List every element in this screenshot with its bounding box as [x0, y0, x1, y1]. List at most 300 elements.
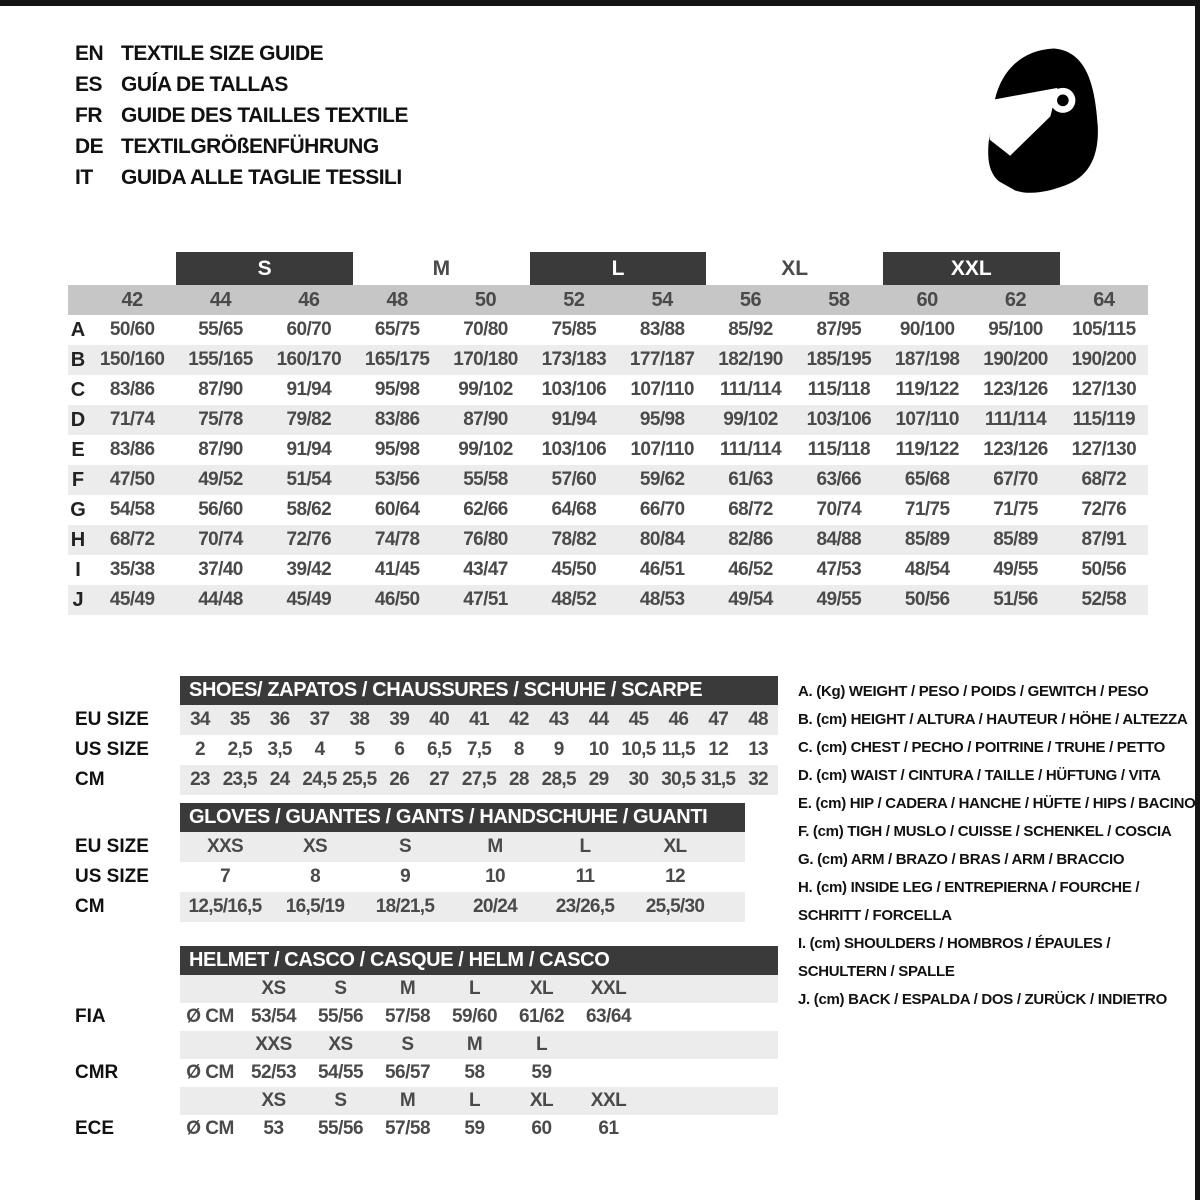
helmet-unit-spacer	[180, 1087, 240, 1115]
legend-item	[798, 818, 1195, 846]
size-value: 173/183	[541, 349, 607, 370]
row-letter: H	[70, 528, 86, 551]
helmet-diameter-value: 55/56	[317, 1006, 364, 1027]
guide-title: GUIDE DES TAILLES TEXTILE	[121, 103, 408, 127]
top-border-line	[0, 0, 1200, 6]
helmet-standard-ece: ECE	[75, 1118, 115, 1139]
size-value: 70/80	[463, 319, 508, 340]
helmet-size-label: XL	[529, 978, 554, 999]
size-group-s: S	[176, 252, 353, 285]
helmet-diameter-value: 54/55	[317, 1062, 364, 1083]
size-value: 45/50	[551, 559, 597, 580]
size-value: 95/100	[988, 319, 1043, 340]
shoes-us-row	[75, 735, 778, 765]
size-value: 111/114	[719, 379, 782, 400]
size-value: 71/75	[993, 499, 1038, 520]
size-value: 83/88	[639, 319, 685, 340]
shoes-cm-row	[75, 765, 778, 795]
helmet-size-label: XS	[328, 1034, 353, 1055]
size-value: 91/94	[286, 439, 332, 460]
gloves-eu-values	[180, 832, 745, 862]
size-tick-label: 60	[916, 288, 938, 311]
shoe-cm-value: 24	[269, 769, 290, 790]
helmet-size-label: M	[466, 1034, 483, 1055]
shoe-cm-value: 28	[508, 769, 529, 790]
helmet-size-label: L	[468, 1090, 481, 1111]
size-group-xxl: XXL	[883, 252, 1060, 285]
size-value: 55/65	[198, 319, 243, 340]
shoe-cm-value: 30,5	[661, 769, 696, 790]
shoe-eu-size: 44	[588, 709, 609, 730]
size-value: 51/56	[993, 589, 1038, 610]
shoe-eu-size: 42	[508, 709, 529, 730]
shoe-cm-value: 23	[190, 769, 210, 790]
size-band-spacer	[68, 285, 88, 315]
shoes-us-label: US SIZE	[75, 739, 149, 760]
size-tick-label: 52	[563, 288, 585, 311]
helmet-unit-spacer	[180, 975, 240, 1003]
size-value: 87/95	[816, 319, 862, 340]
gloves-us-label: US SIZE	[75, 866, 149, 887]
size-value: 57/60	[551, 469, 597, 490]
size-value: 185/195	[806, 349, 872, 370]
size-value: 85/89	[904, 529, 950, 550]
legend-line: I. (cm) SHOULDERS / HOMBROS / ÉPAULES /	[798, 935, 1111, 952]
size-value: 50/56	[904, 589, 950, 610]
helmet-diameter-value: 59	[531, 1062, 552, 1083]
size-value: 55/58	[463, 469, 508, 490]
title-row-de	[75, 131, 408, 162]
title-row-es	[75, 69, 408, 100]
size-value: 47/51	[463, 589, 508, 610]
lang-code: EN	[75, 41, 104, 65]
shoe-us-size: 2,5	[227, 739, 252, 760]
size-value: 48/53	[639, 589, 685, 610]
size-value: 62/66	[463, 499, 508, 520]
lang-code: IT	[75, 165, 93, 189]
size-value: 85/89	[993, 529, 1038, 550]
gloves-eu-label: EU SIZE	[75, 836, 149, 857]
size-group-m: M	[432, 256, 451, 280]
lang-code: ES	[75, 72, 103, 96]
size-value: 123/126	[983, 379, 1048, 400]
helmet-diameter-value: 63/64	[585, 1006, 632, 1027]
guide-title: GUIDA ALLE TAGLIE TESSILI	[121, 165, 402, 189]
legend-item	[798, 678, 1195, 706]
shoes-us-values	[180, 735, 778, 765]
helmet-unit: Ø CM	[186, 1062, 234, 1083]
size-group-xl: XL	[781, 256, 809, 280]
glove-eu-size: S	[399, 836, 411, 857]
shoe-us-size: 3,5	[267, 739, 292, 760]
title-row-en	[75, 38, 408, 69]
glove-eu-size: L	[579, 836, 591, 857]
measurement-row	[68, 405, 1148, 435]
gloves-cm-row	[75, 892, 745, 922]
main-sizes-band	[68, 285, 1148, 315]
helmet-diameter-value: 59	[464, 1118, 485, 1139]
size-value: 155/165	[188, 349, 253, 370]
size-value: 119/122	[895, 439, 959, 460]
size-value: 190/200	[983, 349, 1048, 370]
size-tick-label: 48	[386, 288, 408, 311]
size-value: 115/119	[1072, 409, 1136, 430]
size-value: 91/94	[551, 409, 597, 430]
size-tick-label: 62	[1004, 288, 1027, 311]
shoe-eu-size: 43	[548, 709, 569, 730]
gloves-us-values	[180, 862, 745, 892]
size-value: 76/80	[463, 529, 508, 550]
shoe-us-size: 10	[588, 739, 609, 760]
helmet-size-header-row	[180, 975, 778, 1003]
size-value: 51/54	[286, 469, 332, 490]
helmet-value-row	[180, 1003, 778, 1031]
size-value: 64/68	[551, 499, 597, 520]
size-value: 170/180	[453, 349, 518, 370]
size-value: 60/64	[374, 499, 420, 520]
size-value: 127/130	[1071, 439, 1137, 460]
shoe-us-size: 12	[708, 739, 729, 760]
guide-title: GUÍA DE TALLAS	[121, 72, 288, 96]
size-value: 75/85	[551, 319, 597, 340]
gloves-cm-label: CM	[75, 896, 105, 917]
size-value: 45/49	[286, 589, 332, 610]
size-value: 95/98	[374, 379, 420, 400]
row-letter: B	[70, 348, 86, 371]
size-value: 65/68	[904, 469, 950, 490]
size-tick-label: 56	[739, 288, 762, 311]
size-value: 48/52	[551, 589, 597, 610]
glove-cm-value: 18/21,5	[375, 896, 435, 917]
size-value: 103/106	[541, 439, 607, 460]
size-value: 177/187	[629, 349, 695, 370]
shoe-us-size: 6,5	[426, 739, 452, 760]
shoe-cm-value: 25,5	[342, 769, 377, 790]
helmet-unit: Ø CM	[186, 1006, 234, 1027]
helmet-unit-spacer	[180, 1031, 240, 1059]
gloves-cm-values	[180, 892, 745, 922]
size-value: 70/74	[816, 499, 862, 520]
helmet-diameter-value: 52/53	[250, 1062, 297, 1083]
row-letter: J	[72, 588, 84, 611]
shoes-eu-row	[75, 705, 778, 735]
size-value: 65/75	[374, 319, 420, 340]
size-tick-label: 44	[209, 288, 232, 311]
size-value: 103/106	[806, 409, 872, 430]
legend-item	[798, 846, 1195, 874]
legend-line: G. (cm) ARM / BRAZO / BRAS / ARM / BRACCIO	[798, 851, 1125, 868]
size-value: 67/70	[993, 469, 1038, 490]
measurement-row	[68, 585, 1148, 615]
size-value: 46/51	[639, 559, 685, 580]
legend-line: SCHRITT / FORCELLA	[798, 907, 952, 924]
size-value: 119/122	[895, 379, 959, 400]
helmet-size-label: S	[334, 978, 347, 999]
size-value: 47/50	[109, 469, 155, 490]
legend-line: B. (cm) HEIGHT / ALTURA / HAUTEUR / HÖHE / ALTEZZA	[798, 711, 1188, 728]
shoes-cm-values	[180, 765, 778, 795]
measurement-row	[68, 465, 1148, 495]
size-value: 35/38	[109, 559, 155, 580]
helmet-standard-cmr: CMR	[75, 1062, 119, 1083]
helmet-size-header-row	[180, 1087, 778, 1115]
helmet-size-label: S	[334, 1090, 347, 1111]
size-value: 95/98	[639, 409, 685, 430]
shoe-cm-value: 24,5	[302, 769, 337, 790]
row-filler	[642, 1087, 778, 1115]
racing-helmet-icon	[978, 36, 1112, 204]
size-value: 115/118	[807, 439, 871, 460]
row-letter: C	[70, 378, 86, 401]
row-filler	[642, 975, 778, 1003]
glove-cm-value: 25,5/30	[645, 896, 705, 917]
legend-item	[798, 790, 1195, 818]
shoe-eu-size: 37	[309, 709, 330, 730]
glove-eu-size: XL	[663, 836, 687, 857]
size-tick-label: 50	[474, 288, 497, 311]
shoe-us-size: 6	[394, 739, 405, 760]
helmet-size-label: XXL	[590, 1090, 627, 1111]
size-tick-label: 64	[1093, 288, 1115, 311]
helmet-size-label: XXS	[255, 1034, 292, 1055]
size-value: 83/86	[374, 409, 420, 430]
size-value: 83/86	[109, 379, 155, 400]
size-value: 103/106	[541, 379, 607, 400]
size-value: 165/175	[364, 349, 430, 370]
size-value: 46/50	[374, 589, 420, 610]
size-value: 95/98	[374, 439, 420, 460]
shoe-us-size: 2	[194, 739, 205, 760]
legend-line: H. (cm) INSIDE LEG / ENTREPIERNA / FOURCHE /	[798, 879, 1140, 896]
legend-item	[798, 762, 1195, 790]
guide-title: TEXTILE SIZE GUIDE	[121, 41, 324, 65]
size-value: 87/90	[198, 439, 243, 460]
shoe-cm-value: 29	[588, 769, 609, 790]
shoe-eu-size: 41	[469, 709, 489, 730]
legend-line: D. (cm) WAIST / CINTURA / TAILLE / HÜFTUNG / VITA	[798, 767, 1161, 784]
measurement-row	[68, 525, 1148, 555]
size-value: 49/55	[816, 589, 862, 610]
size-value: 56/60	[198, 499, 243, 520]
size-value: 87/90	[463, 409, 508, 430]
legend	[798, 678, 1195, 1014]
legend-item	[798, 986, 1195, 1014]
helmet-size-label: L	[468, 978, 481, 999]
shoe-eu-size: 34	[190, 709, 210, 730]
size-value: 46/52	[728, 559, 773, 580]
measurement-row	[68, 345, 1148, 375]
size-value: 60/70	[286, 319, 332, 340]
size-value: 99/102	[723, 409, 778, 430]
size-value: 74/78	[374, 529, 420, 550]
legend-item	[798, 874, 1195, 930]
helmet-size-label: XXL	[590, 978, 627, 999]
size-tick-label: 46	[298, 288, 320, 311]
title-row-fr	[75, 100, 408, 131]
legend-line: A. (Kg) WEIGHT / PESO / POIDS / GEWITCH / PESO	[798, 683, 1149, 700]
size-value: 54/58	[109, 499, 155, 520]
shoe-eu-size: 40	[429, 709, 449, 730]
row-filler	[642, 1059, 778, 1087]
legend-line: F. (cm) TIGH / MUSLO / CUISSE / SCHENKEL / COSCIA	[798, 823, 1172, 840]
row-filler	[642, 1115, 778, 1143]
size-value: 82/86	[728, 529, 773, 550]
size-value: 41/45	[374, 559, 420, 580]
size-value: 99/102	[458, 379, 513, 400]
helmet-size-label: M	[399, 1090, 416, 1111]
glove-cm-value: 16,5/19	[285, 896, 345, 917]
shoe-eu-size: 39	[389, 709, 410, 730]
size-value: 50/60	[109, 319, 155, 340]
legend-line: SCHULTERN / SPALLE	[798, 963, 955, 980]
glove-us-size: 10	[485, 866, 505, 887]
size-value: 49/52	[198, 469, 243, 490]
legend-line: J. (cm) BACK / ESPALDA / DOS / ZURÜCK / INDIETRO	[798, 991, 1167, 1008]
helmet-diameter-value: 61/62	[518, 1006, 565, 1027]
legend-item	[798, 706, 1195, 734]
shoe-us-size: 10,5	[621, 739, 656, 760]
shoe-us-size: 8	[513, 739, 524, 760]
shoe-eu-size: 35	[229, 709, 250, 730]
size-value: 61/63	[728, 469, 773, 490]
legend-line: C. (cm) CHEST / PECHO / POITRINE / TRUHE / PETTO	[798, 739, 1166, 756]
helmet-size-label: XL	[529, 1090, 554, 1111]
helmet-value-row	[180, 1115, 778, 1143]
size-value: 45/49	[109, 589, 155, 610]
shoe-us-size: 9	[553, 739, 564, 760]
size-value: 52/58	[1081, 589, 1127, 610]
shoe-us-size: 13	[748, 739, 768, 760]
row-letter: I	[75, 558, 81, 581]
legend-item	[798, 734, 1195, 762]
size-value: 85/92	[728, 319, 773, 340]
row-letter: A	[70, 318, 86, 341]
glove-eu-size: M	[487, 836, 503, 857]
size-value: 68/72	[109, 529, 155, 550]
helmet-size-label: M	[399, 978, 416, 999]
measurement-row	[68, 495, 1148, 525]
title-row-it	[75, 162, 408, 193]
shoe-cm-value: 23,5	[222, 769, 257, 790]
glove-cm-value: 20/24	[472, 896, 518, 917]
measurement-row	[68, 435, 1148, 465]
gloves-section-title: GLOVES / GUANTES / GANTS / HANDSCHUHE / GUANTI	[180, 803, 745, 832]
size-value: 150/160	[99, 349, 165, 370]
helmet-diameter-value: 53/54	[250, 1006, 297, 1027]
size-value: 70/74	[198, 529, 243, 550]
size-value: 47/53	[816, 559, 862, 580]
size-value: 87/91	[1081, 529, 1127, 550]
size-value: 53/56	[374, 469, 420, 490]
helmet-diameter-value: 58	[464, 1062, 485, 1083]
glove-us-size: 11	[575, 866, 595, 887]
helmet-diameter-value: 59/60	[451, 1006, 498, 1027]
shoes-cm-label: CM	[75, 769, 105, 790]
lang-code: FR	[75, 103, 102, 127]
helmet-table-rows	[180, 975, 778, 1143]
helmet-diameter-value	[575, 1059, 642, 1087]
shoe-cm-value: 27	[429, 769, 449, 790]
size-group-l: L	[530, 252, 707, 285]
helmet-section-title: HELMET / CASCO / CASQUE / HELM / CASCO	[180, 946, 778, 975]
helmet-unit: Ø CM	[186, 1118, 234, 1139]
size-value: 44/48	[198, 589, 243, 610]
size-value: 68/72	[1081, 469, 1127, 490]
language-title-block	[75, 38, 408, 193]
clothing-size-table	[68, 252, 1148, 615]
shoe-us-size: 7,5	[466, 739, 492, 760]
size-value: 111/114	[719, 439, 782, 460]
size-value: 66/70	[639, 499, 685, 520]
glove-cm-value: 12,5/16,5	[188, 896, 262, 917]
gloves-eu-row	[75, 832, 745, 862]
glove-us-size: 12	[665, 866, 685, 887]
legend-item	[798, 930, 1195, 986]
size-value: 63/66	[816, 469, 862, 490]
size-value: 90/100	[899, 319, 955, 340]
shoes-eu-values	[180, 705, 778, 735]
size-value: 49/55	[993, 559, 1038, 580]
helmet-diameter-value: 56/57	[384, 1062, 431, 1083]
right-border-line	[1195, 0, 1200, 1200]
size-tick-label: 42	[121, 288, 143, 311]
size-value: 127/130	[1071, 379, 1137, 400]
main-table-body	[68, 315, 1148, 615]
shoe-eu-size: 48	[748, 709, 768, 730]
size-value: 107/110	[895, 409, 959, 430]
shoe-cm-value: 31,5	[701, 769, 736, 790]
measurement-row	[68, 315, 1148, 345]
measurement-row	[68, 375, 1148, 405]
size-value: 71/74	[109, 409, 155, 430]
size-value: 115/118	[807, 379, 871, 400]
size-value: 190/200	[1071, 349, 1137, 370]
size-value: 91/94	[286, 379, 332, 400]
helmet-standard-fia: FIA	[75, 1006, 106, 1027]
helmet-size-header-row	[180, 1031, 778, 1059]
size-value: 107/110	[630, 439, 694, 460]
size-value: 72/76	[286, 529, 332, 550]
size-value: 68/72	[728, 499, 773, 520]
helmet-diameter-value: 57/58	[384, 1118, 431, 1139]
helmet-diameter-value: 57/58	[384, 1006, 431, 1027]
size-value: 71/75	[904, 499, 950, 520]
helmet-value-row	[180, 1059, 778, 1087]
lang-code: DE	[75, 134, 104, 158]
shoe-eu-size: 45	[628, 709, 649, 730]
row-filler	[642, 1003, 778, 1031]
measurement-row	[68, 555, 1148, 585]
glove-cm-value: 23/26,5	[555, 896, 615, 917]
shoe-cm-value: 30	[628, 769, 649, 790]
size-value: 83/86	[109, 439, 155, 460]
size-value: 99/102	[458, 439, 513, 460]
size-value: 78/82	[551, 529, 597, 550]
size-value: 84/88	[816, 529, 862, 550]
size-value: 59/62	[639, 469, 685, 490]
shoe-cm-value: 26	[389, 769, 410, 790]
shoe-eu-size: 38	[349, 709, 370, 730]
shoe-eu-size: 36	[269, 709, 290, 730]
size-value: 87/90	[198, 379, 243, 400]
size-value: 72/76	[1081, 499, 1127, 520]
size-value: 187/198	[894, 349, 960, 370]
shoe-us-size: 11,5	[661, 739, 695, 760]
size-value: 79/82	[286, 409, 332, 430]
glove-eu-size: XS	[303, 836, 327, 857]
shoe-cm-value: 32	[748, 769, 768, 790]
size-value: 37/40	[198, 559, 243, 580]
